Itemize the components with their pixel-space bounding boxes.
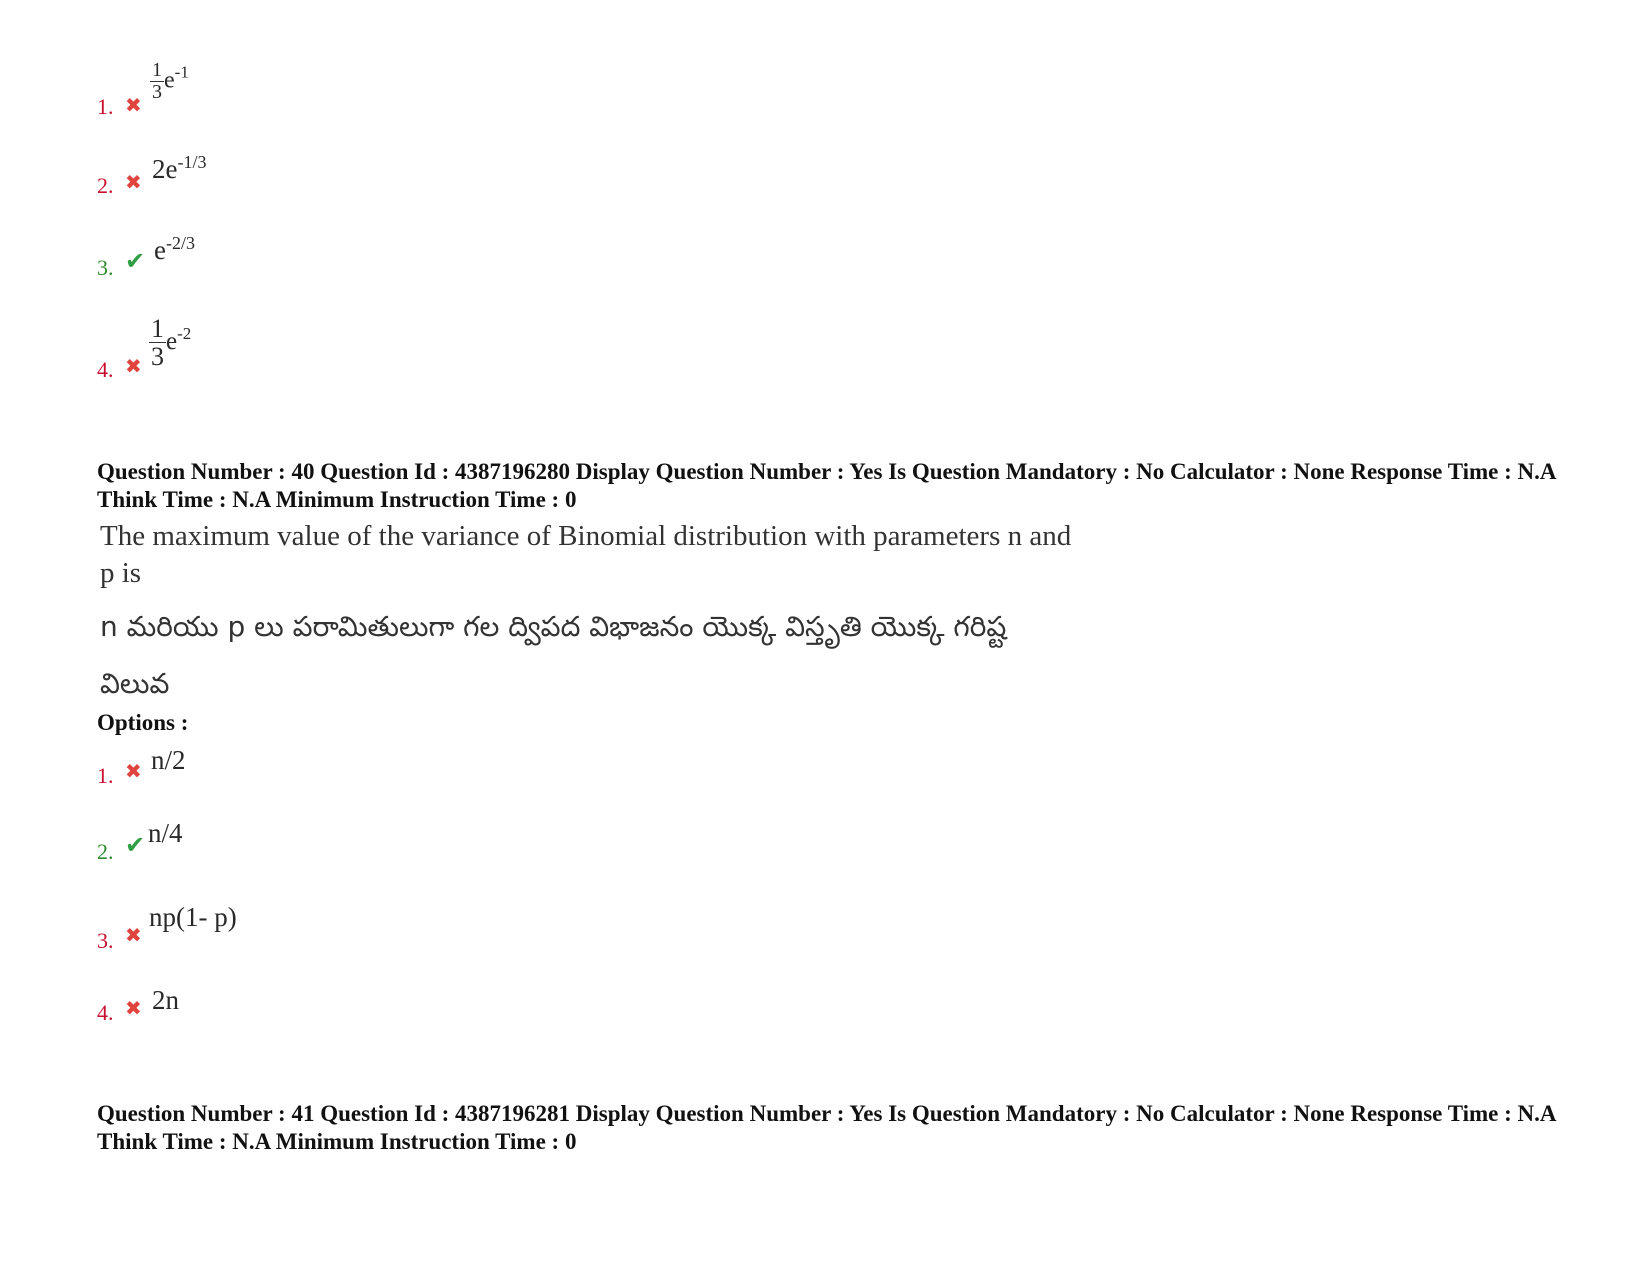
cross-icon: ✖ [125,95,142,117]
option-formula: $e^{-2/3}$ [154,233,195,265]
question-text-english: The maximum value of the variance of Binomial distribution with parameters n and p is [100,520,1072,589]
option-text: n/2 [151,745,186,775]
option-number: 3. [97,928,114,953]
option-formula: $\frac{1}{3}$ $e^{-1}$ [152,59,189,103]
option-number: 3. [97,255,114,280]
option-number: 4. [97,357,114,382]
cross-icon: ✖ [125,172,142,194]
check-icon: ✔ [125,249,146,275]
option-text: n/4 [148,818,183,848]
question-meta-41: Question Number : 41 Question Id : 4387196281 Display Question Number : Yes Is Question Mandatory : No Calculator : None Response Time : N.A Think Time : N.A Minimum Instruction Time : 0 [97,1101,1556,1154]
question-meta-40: Question Number : 40 Question Id : 4387196280 Display Question Number : Yes Is Question Mandatory : No Calculator : None Response Time : N.A Think Time : N.A Minimum Instruction Time : 0 [97,459,1556,512]
option-text: np(1- p) [149,902,237,932]
cross-icon: ✖ [125,356,142,378]
option-number: 2. [97,839,114,864]
cross-icon: ✖ [125,998,142,1020]
question-text-telugu-line2: విలువ [100,667,170,700]
option-formula: $2e^{-1/3}$ [152,152,207,184]
options-label: Options : [97,710,189,735]
option-number: 4. [97,1000,114,1025]
cross-icon: ✖ [125,925,142,947]
option-number: 2. [97,173,114,198]
option-number: 1. [97,94,114,119]
option-number: 1. [97,763,114,788]
option-formula: $\frac{1}{3}$ $e^{-2}$ [151,314,192,372]
question-text-telugu-line1: n మరియు p లు పరామితులుగా గల ద్విపద విభాజనం యొక్క విస్తృతి యొక్క గరిష్ట [100,610,1007,643]
cross-icon: ✖ [125,761,142,783]
option-text: 2n [152,985,179,1015]
check-icon: ✔ [125,833,146,859]
